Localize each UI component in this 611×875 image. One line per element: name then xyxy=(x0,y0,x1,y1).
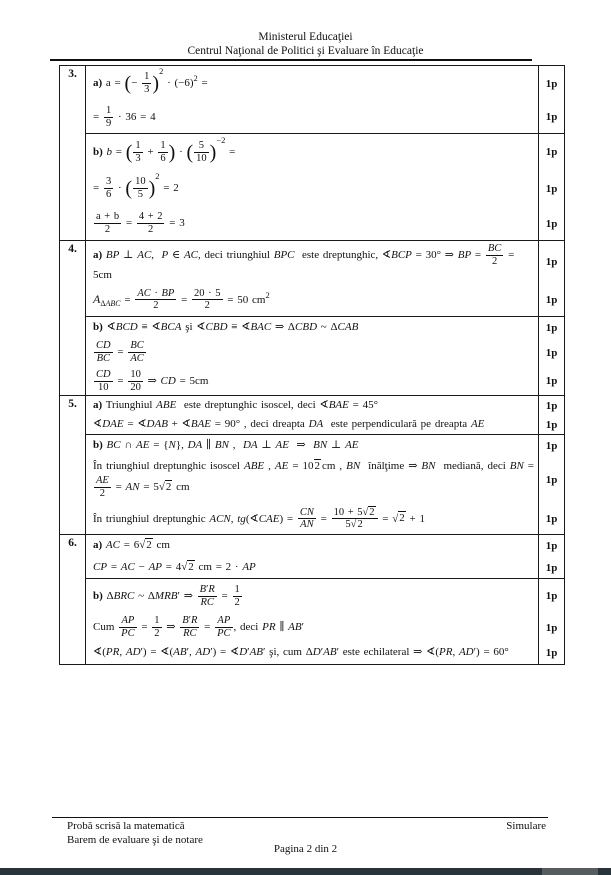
problem-row xyxy=(60,534,564,664)
points-cell: 1p xyxy=(538,457,564,503)
subpart xyxy=(86,241,564,316)
math-content: a) a = (− $\frac{1}{3}$ )$^2 \cdot (-6)^2$ = xyxy=(93,66,208,95)
footer-session: Simulare xyxy=(506,820,546,832)
points-cell: 1p xyxy=(538,66,564,101)
score-line xyxy=(86,66,564,101)
score-line xyxy=(86,367,564,396)
score-line xyxy=(86,207,564,240)
problem-row xyxy=(60,395,564,534)
score-line xyxy=(86,535,564,557)
points-cell: 1p xyxy=(538,535,564,557)
footer-exam-title: Probă scrisă la matematică xyxy=(67,820,185,832)
points-cell: 1p xyxy=(538,367,564,396)
score-line xyxy=(86,579,564,613)
score-line xyxy=(86,642,564,664)
math-content: $\frac{a + b}{2}$ = $\frac{4 + 2}{2}$ = 3 xyxy=(96,211,185,235)
points-cell: 1p xyxy=(538,579,564,613)
score-line xyxy=(86,503,564,534)
points-cell: 1p xyxy=(538,241,564,283)
math-content: b) ∢BCD ≡ ∢BCA şi ∢CBD ≡ ∢BAC ⇒ ΔCBD ~ ΔCAB xyxy=(93,320,359,333)
score-line xyxy=(86,101,564,133)
header-ministry: Ministerul Educaţiei xyxy=(258,31,353,43)
math-content: a) Triunghiul ABE este dreptunghic isoscel, deci ∢BAE = 45° xyxy=(93,398,378,411)
scrollbar-thumb[interactable] xyxy=(542,868,598,875)
math-content: Cum $\frac{AP}{PC}$ = $\frac{1}{2}$ ⇒ $\frac{B'R}{RC}$ = $\frac{AP}{PC}$ , deci PR ∥ AB′ xyxy=(93,615,305,639)
header-center: Centrul Naţional de Politici şi Evaluare în Educaţie xyxy=(187,44,424,57)
subpart xyxy=(86,578,564,664)
problem-number: 5. xyxy=(60,396,86,534)
points-cell: 1p xyxy=(538,338,564,367)
footer-barem-title: Barem de evaluare şi de notare xyxy=(67,833,203,846)
points-cell: 1p xyxy=(538,642,564,664)
problem-row xyxy=(60,66,564,240)
score-line xyxy=(86,317,564,338)
horizontal-scrollbar[interactable] xyxy=(0,868,611,875)
subpart xyxy=(86,133,564,240)
doc-header xyxy=(0,31,611,58)
points-cell: 1p xyxy=(538,134,564,170)
math-content: $\frac{CD}{BC}$ = $\frac{BC}{AC}$ xyxy=(96,340,144,364)
score-line xyxy=(86,415,564,434)
math-content: a) AC = 6√2 cm xyxy=(93,539,170,552)
math-content: a) BP ⊥ AC, P ∈ AC, deci triunghiul BPC este dreptunghic, ∢BCP = 30° ⇒ BP = $\frac{BC}{2}$ = 5cm xyxy=(93,243,515,281)
points-cell: 1p xyxy=(538,170,564,207)
score-line xyxy=(86,283,564,316)
points-cell: 1p xyxy=(538,415,564,434)
score-line xyxy=(86,134,564,170)
header-rule xyxy=(50,59,532,61)
math-content: b) ΔBRC ~ ΔMRB′ ⇒ $\frac{B'R}{RC}$ = $\frac{1}{2}$ xyxy=(93,584,240,608)
points-cell: 1p xyxy=(538,283,564,316)
score-line xyxy=(86,557,564,578)
subpart xyxy=(86,535,564,578)
math-content: $\frac{CD}{10}$ = $\frac{10}{20}$ ⇒ CD = 5cm xyxy=(96,368,209,393)
problem-number: 3. xyxy=(60,66,86,240)
points-cell: 1p xyxy=(538,613,564,642)
math-content: ∢DAE = ∢DAB + ∢BAE = 90° , deci dreapta DA este perpendiculară pe dreapta AE xyxy=(93,417,485,430)
math-content: CP = AC − AP = 4√2 cm = 2 · AP xyxy=(93,560,256,573)
math-content: ∢(PR, AD′) = ∢(AB′, AD′) = ∢D′AB′ şi, cum ΔD′AB′ este echilateral ⇒ ∢(PR, AD′) = 60° xyxy=(93,645,509,658)
footer-page-number: Pagina 2 din 2 xyxy=(273,843,338,855)
score-line xyxy=(86,396,564,415)
points-cell: 1p xyxy=(538,557,564,578)
score-line xyxy=(86,338,564,367)
math-content: = $\frac{3}{6}$ · ( $\frac{10}{5}$ )$^2$ = 2 xyxy=(93,171,179,200)
problem-number: 4. xyxy=(60,241,86,395)
score-line xyxy=(86,435,564,457)
math-content: În triunghiul dreptunghic isoscel ABE , AE = 102 cm , BN înălţime ⇒ BN mediană, deci BN = $\frac{AE}{2}$ = AN = 5√2 cm xyxy=(93,460,535,499)
math-content: = $\frac{1}{9}$ · 36 = 4 xyxy=(93,104,156,129)
math-content: $A_{\Delta ABC}$ = $\frac{AC \cdot BP}{2}$ = $\frac{20 \cdot 5}{2}$ = 50 $cm^2$ xyxy=(93,287,270,312)
problem-row xyxy=(60,240,564,395)
points-cell: 1p xyxy=(538,396,564,415)
barem-table xyxy=(59,65,565,665)
subpart xyxy=(86,66,564,133)
math-content: b) b = ( $\frac{1}{3}$ + $\frac{1}{6}$ ) · ( $\frac{5}{10}$ )$^{-2}$ = xyxy=(93,134,236,164)
subpart xyxy=(86,396,564,434)
points-cell: 1p xyxy=(538,317,564,338)
math-content: În triunghiul dreptunghic ACN, tg(∢CAE) = $\frac{CN}{AN}$ = $\frac{10 + 5√2}{5√2}$ = √2 + 1 xyxy=(93,506,425,531)
math-content: b) BC ∩ AE = {N}, DA ∥ BN , DA ⊥ AE ⇒ BN ⊥ AE xyxy=(93,439,359,452)
points-cell: 1p xyxy=(538,435,564,457)
score-line xyxy=(86,241,564,283)
points-cell: 1p xyxy=(538,503,564,534)
score-line xyxy=(86,457,564,503)
footer-rule xyxy=(52,817,548,818)
score-line xyxy=(86,170,564,207)
subpart xyxy=(86,316,564,395)
score-line xyxy=(86,613,564,642)
subpart xyxy=(86,434,564,534)
points-cell: 1p xyxy=(538,207,564,240)
points-cell: 1p xyxy=(538,101,564,133)
problem-number: 6. xyxy=(60,535,86,664)
